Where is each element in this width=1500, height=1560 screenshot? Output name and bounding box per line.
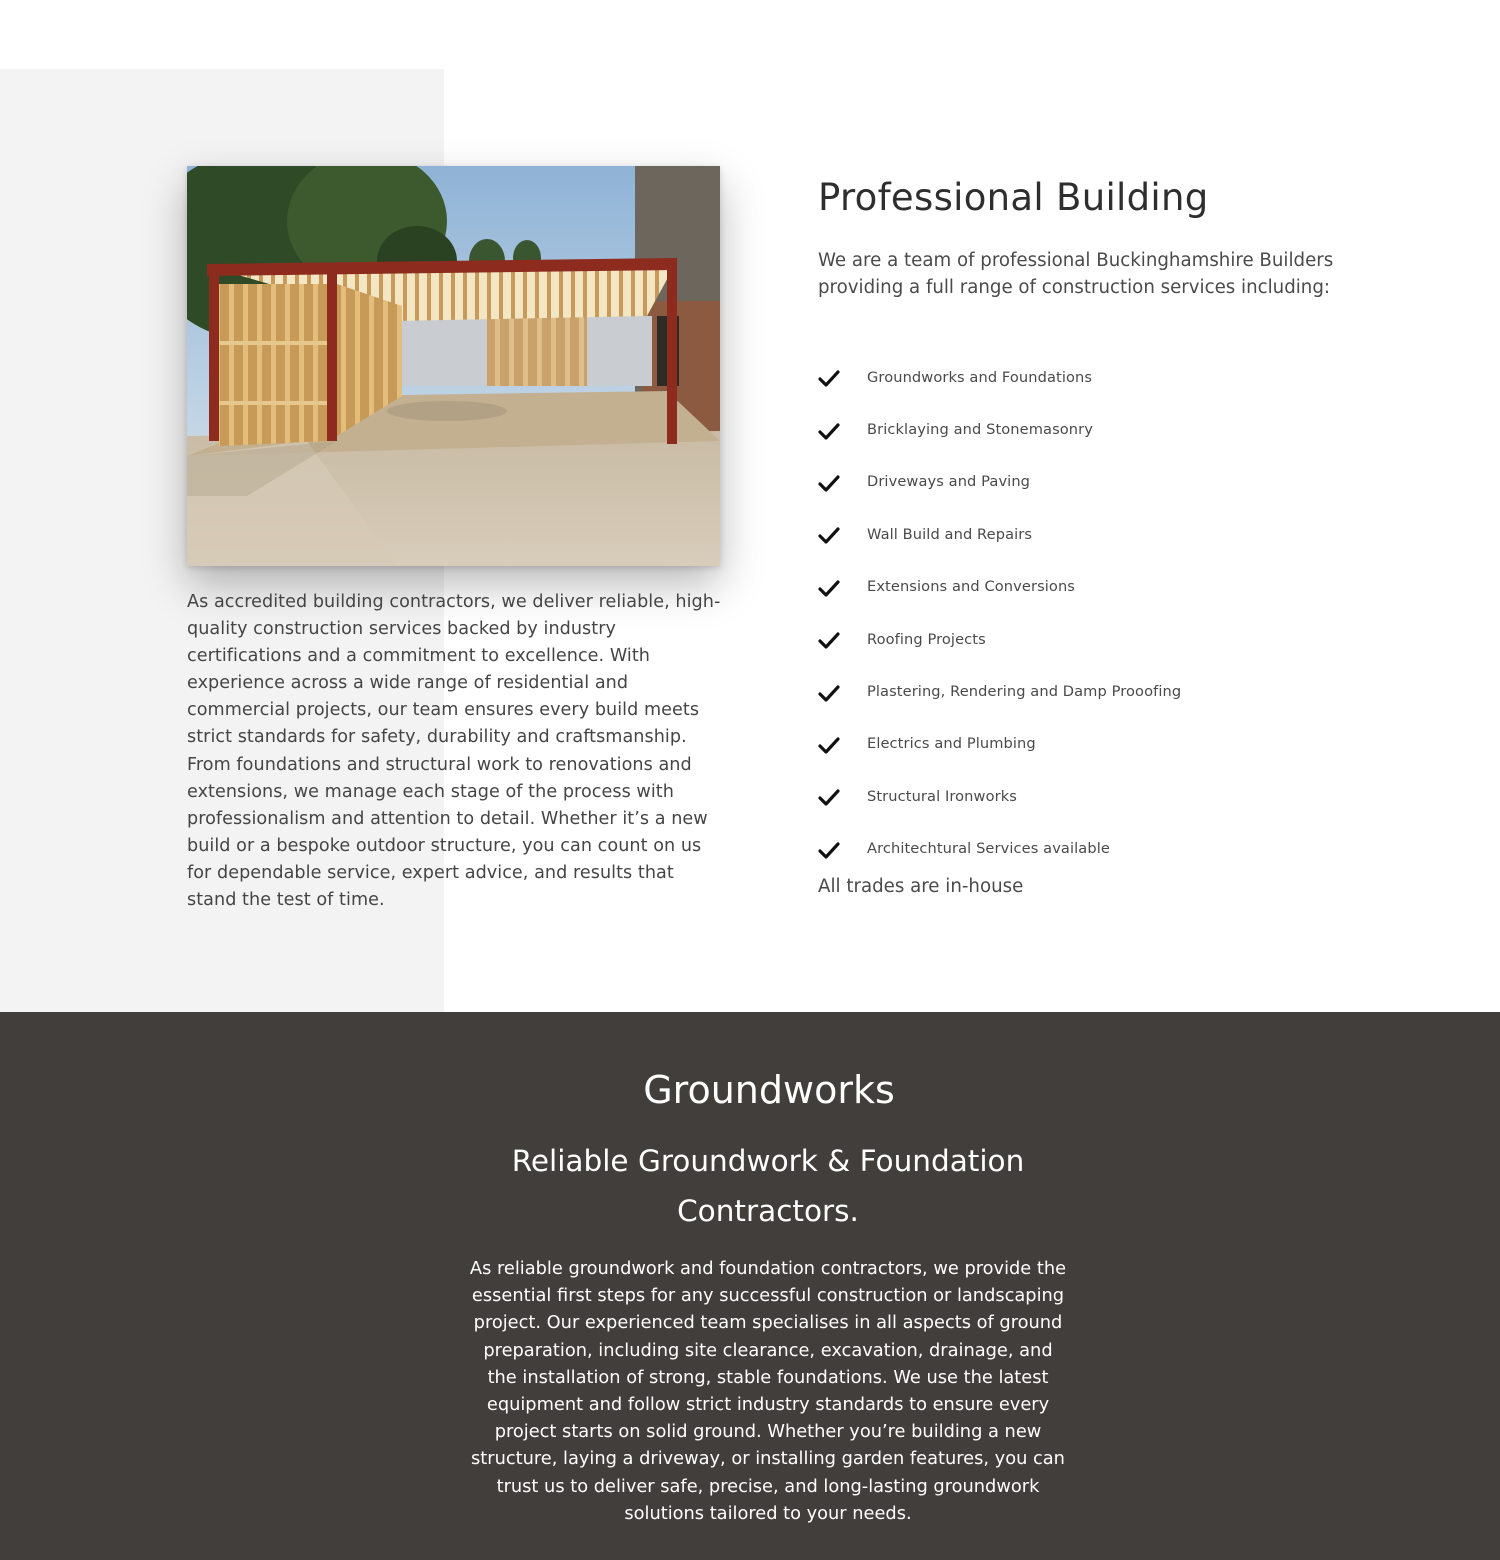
list-item bbox=[818, 823, 1181, 875]
top-spacer bbox=[0, 0, 1500, 69]
groundworks-title: Groundworks bbox=[643, 1068, 895, 1112]
list-item bbox=[818, 456, 1181, 508]
check-icon bbox=[818, 788, 840, 808]
list-item bbox=[818, 351, 1181, 403]
service-label: Wall Build and Repairs bbox=[867, 525, 1033, 543]
service-label: Structural Ironworks bbox=[867, 787, 1017, 805]
service-label: Plastering, Rendering and Damp Prooofing bbox=[867, 683, 1182, 701]
services-list bbox=[818, 351, 1181, 875]
service-label: Architechtural Services available bbox=[867, 840, 1110, 858]
check-icon bbox=[818, 369, 840, 389]
list-item bbox=[818, 718, 1181, 770]
trades-note: All trades are in-house bbox=[818, 876, 1024, 897]
section-title-professional-building: Professional Building bbox=[818, 176, 1209, 219]
check-icon bbox=[818, 579, 840, 599]
check-icon bbox=[818, 474, 840, 494]
list-item bbox=[818, 770, 1181, 822]
about-paragraph: As accredited building contractors, we deliver reliable, high-quality construction services backed by industry certifications and a commitment to excellence. With experience across a wide range of residential and commercial projects, our team ensures every build meets strict standards for safety, durability and craftsmanship. From foundations and structural work to renovations and extensions, we manage each stage of the process with professionalism and attention to detail. Whether it’s a new build or a bespoke outdoor structure, you can count on us for dependable service, expert advice, and results that stand the test of time. bbox=[187, 592, 721, 911]
list-item bbox=[818, 613, 1181, 665]
check-icon bbox=[818, 526, 840, 546]
service-label: Bricklaying and Stonemasonry bbox=[867, 421, 1093, 439]
groundworks-paragraph: As reliable groundwork and foundation contractors, we provide the essential first steps for any successful construction or landscaping project. Our experienced team specialises in all aspects of ground preparation, including site clearance, excavation, drainage, and the installation of strong, stable foundations. We use the latest equipment and follow strict industry standards to ensure every project starts on solid ground. Whether you’re building a new structure, laying a driveway, or installing garden features, you can trust us to deliver safe, precise, and long-lasting groundwork solutions tailored to your needs. bbox=[469, 1258, 1067, 1524]
service-label: Electrics and Plumbing bbox=[867, 735, 1036, 753]
service-label: Groundworks and Foundations bbox=[867, 368, 1093, 386]
check-icon bbox=[818, 841, 840, 861]
check-icon bbox=[818, 422, 840, 442]
service-label: Driveways and Paving bbox=[867, 473, 1031, 491]
list-item bbox=[818, 403, 1181, 455]
check-icon bbox=[818, 736, 840, 756]
list-item bbox=[818, 508, 1181, 560]
services-intro: We are a team of professional Buckinghamshire Builders providing a full range of construction services including: bbox=[818, 250, 1334, 299]
check-icon bbox=[818, 684, 840, 704]
check-icon bbox=[818, 631, 840, 651]
service-label: Roofing Projects bbox=[867, 630, 986, 648]
groundworks-subtitle: Reliable Groundwork & Foundation Contractors. bbox=[511, 1144, 1025, 1228]
list-item bbox=[818, 561, 1181, 613]
construction-photo bbox=[187, 166, 720, 566]
list-item bbox=[818, 665, 1181, 717]
service-label: Extensions and Conversions bbox=[867, 578, 1076, 596]
